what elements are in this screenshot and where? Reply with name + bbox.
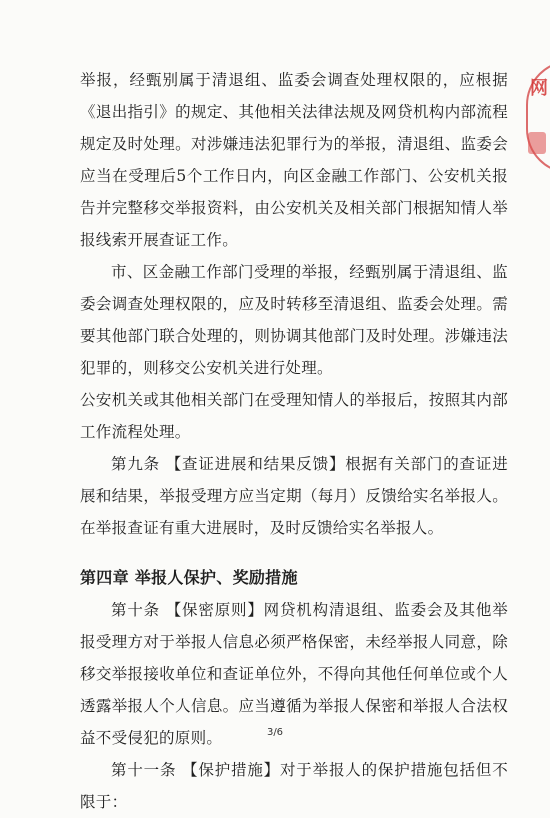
paragraph: 公安机关或其他相关部门在受理知情人的举报后，按照其内部工作流程处理。	[80, 391, 508, 441]
article-10: 第十条 【保密原则】网贷机构清退组、监委会及其他举报受理方对于举报人信息必须严格保密，未经举报人同意，除移交举报接收单位和查证单位外，不得向其他任何单位或个人透露举报人个人信息。应当遵循为举报人保密和举报人合法权益不受侵犯的原则。	[80, 601, 508, 747]
page-number: 3/6	[266, 727, 284, 738]
document-body	[80, 64, 508, 818]
article-9: 第九条 【查证进展和结果反馈】根据有关部门的查证进展和结果，举报受理方应当定期（每月）反馈给实名举报人。在举报查证有重大进展时，及时反馈给实名举报人。	[80, 455, 508, 537]
paragraph-continuation: 举报，经甄别属于清退组、监委会调查处理权限的，应根据《退出指引》的规定、其他相关法律法规及网贷机构内部流程规定及时处理。对涉嫌违法犯罪行为的举报，清退组、监委会应当在受理后5个工作日内，向区金融工作部门、公安机关报告并完整移交举报资料，由公安机关及相关部门根据知情人举报线索开展查证工作。	[80, 71, 508, 249]
seal-character: 网	[530, 78, 548, 99]
paragraph: 市、区金融工作部门受理的举报，经甄别属于清退组、监委会调查处理权限的，应及时转移至清退组、监委会处理。需要其他部门联合处理的，则协调其他部门及时处理。涉嫌违法犯罪的，则移交公安机关进行处理。	[80, 263, 508, 377]
chapter-title: 第四章 举报人保护、奖励措施	[80, 568, 298, 587]
seal-ink-mark	[528, 132, 546, 154]
article-11: 第十一条 【保护措施】对于举报人的保护措施包括但不限于：	[80, 761, 508, 811]
official-seal	[524, 60, 550, 170]
